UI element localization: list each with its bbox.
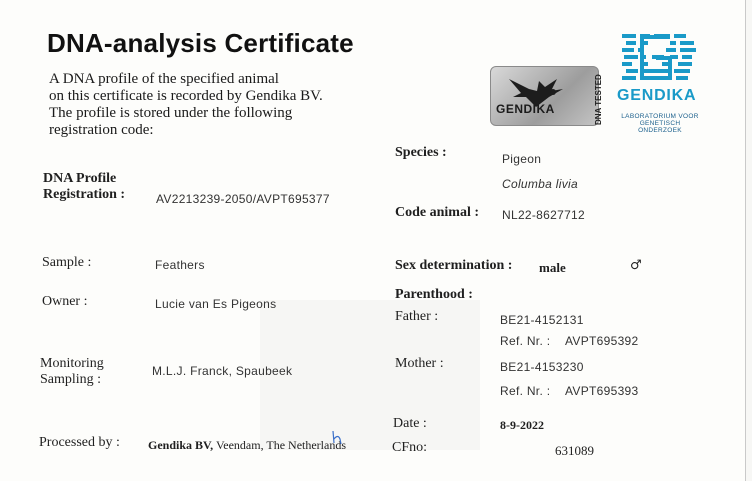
monitoring-value: M.L.J. Franck, Spaubeek	[152, 364, 293, 378]
registration-label: DNA Profile	[43, 171, 117, 186]
registration-label: Registration :	[43, 187, 126, 202]
intro-line: The profile is stored under the following	[49, 105, 293, 121]
sticker-tag: DNA TESTED	[594, 74, 603, 125]
mother-ref: AVPT695393	[565, 384, 639, 398]
gendika-logo-subtitle	[620, 113, 700, 134]
paper-texture	[260, 300, 480, 450]
owner-value: Lucie van Es Pigeons	[155, 297, 277, 311]
mother-ref-label: Ref. Nr. :	[500, 384, 551, 398]
sticker-brand: GENDIKA	[496, 102, 555, 116]
father-ring: BE21-4152131	[500, 313, 584, 327]
logo-sub-line: GENETISCH ONDERZOEK	[638, 120, 682, 134]
owner-label: Owner :	[42, 294, 88, 309]
intro-line: on this certificate is recorded by Gendika BV.	[49, 88, 323, 104]
gendika-logo-text: GENDIKA	[617, 87, 697, 104]
pigeon-icon	[491, 67, 598, 125]
species-latin: Columba livia	[502, 177, 578, 191]
dna-tested-sticker	[490, 66, 603, 126]
sample-label: Sample :	[42, 255, 92, 270]
sample-value: Feathers	[155, 258, 205, 272]
date-value: 8-9-2022	[500, 418, 544, 432]
species-label: Species :	[395, 145, 447, 160]
male-symbol-icon: ♂	[630, 258, 642, 273]
cfno-label: CFno:	[392, 440, 428, 455]
intro-line: A DNA profile of the specified animal	[49, 71, 279, 87]
species-common: Pigeon	[502, 152, 542, 166]
sampling-label: Sampling :	[40, 372, 102, 387]
processed-company: Gendika BV,	[148, 438, 214, 452]
mother-label: Mother :	[395, 356, 444, 371]
gendika-logo-icon	[622, 34, 698, 84]
sex-value: male	[539, 260, 566, 275]
cfno-value: 631089	[555, 443, 594, 458]
registration-value: AV2213239-2050/AVPT695377	[156, 192, 330, 206]
certificate-title: DNA-analysis Certificate	[47, 28, 354, 58]
processed-location: Veendam, The Netherlands	[215, 438, 347, 452]
father-ref: AVPT695392	[565, 334, 639, 348]
processed-value	[148, 438, 346, 453]
date-label: Date :	[393, 416, 427, 431]
sex-label: Sex determination :	[395, 258, 513, 273]
processed-label: Processed by :	[39, 435, 120, 450]
father-label: Father :	[395, 309, 439, 324]
father-ref-label: Ref. Nr. :	[500, 334, 551, 348]
monitoring-label: Monitoring	[40, 356, 104, 371]
intro-line: registration code:	[49, 122, 154, 138]
parenthood-label: Parenthood :	[395, 287, 473, 302]
intro-text	[49, 71, 323, 139]
handwritten-mark	[331, 430, 345, 446]
code-animal-value: NL22-8627712	[502, 208, 586, 222]
logo-sub-line: LABORATORIUM VOOR	[621, 113, 699, 120]
code-animal-label: Code animal :	[395, 205, 479, 220]
mother-ring: BE21-4153230	[500, 360, 584, 374]
